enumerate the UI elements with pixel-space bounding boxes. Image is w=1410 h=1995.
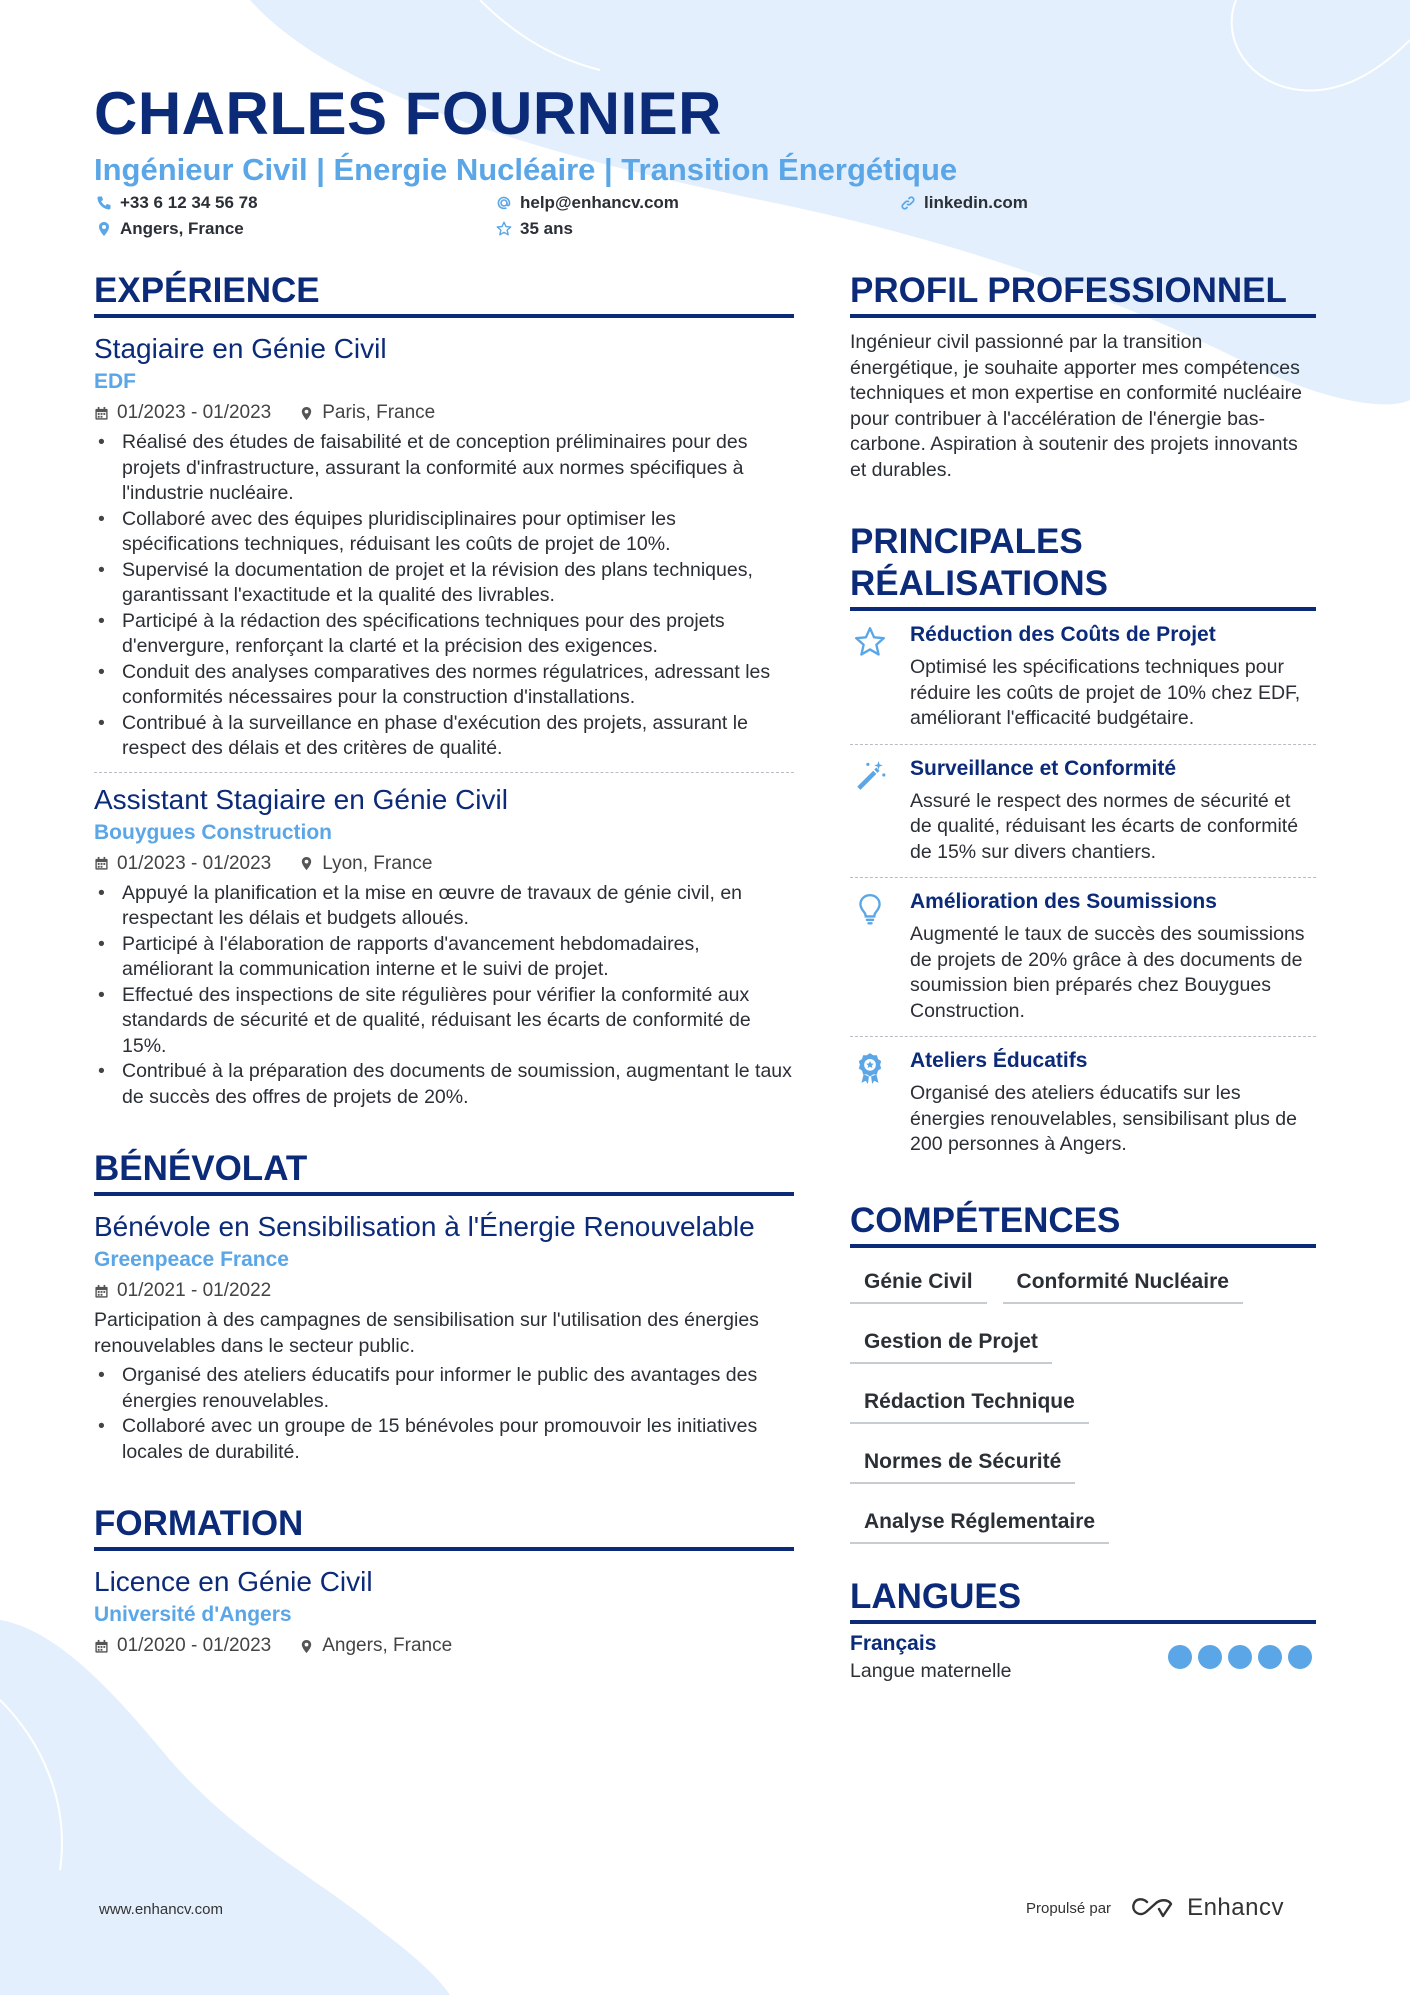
experience-entry [94,783,794,1111]
bullet-item: • Appuyé la planification et la mise en œuvre de travaux de génie civil, en respectant les délais et budgets alloués. [94,881,794,932]
job-bullets [94,430,794,762]
proficiency-dot [1258,1645,1282,1669]
job-meta [94,853,794,875]
contact-phone [96,193,258,213]
volunteer-organization: Greenpeace France [94,1248,289,1271]
linkedin-text[interactable]: linkedin.com [924,193,1028,212]
volunteer-section [94,1148,794,1465]
brand-name: Enhancv [1187,1894,1284,1921]
bullet-item: • Supervisé la documentation de projet et la révision des plans techniques, garantissant l'exactitude et la qualité des livrables. [94,558,794,609]
job-company: Bouygues Construction [94,820,333,844]
bullet-item: • Collaboré avec un groupe de 15 bénévoles pour promouvoir les initiatives locales de durabilité. [94,1414,794,1465]
job-location: Lyon, France [322,852,433,874]
achievement-title: Ateliers Éducatifs [910,1049,1088,1072]
bullet-item: • Participé à l'élaboration de rapports d'avancement hebdomadaires, améliorant la communication interne et le suivi de projet. [94,932,794,983]
language-proficiency-dots [1168,1645,1312,1669]
job-meta [94,402,794,424]
achievement-item [850,611,1316,744]
volunteer-meta [94,1280,794,1302]
contact-email[interactable] [496,193,679,213]
skills-list [850,1262,1316,1552]
location-pin-icon [96,221,112,237]
profile-heading: PROFIL PROFESSIONNEL [850,270,1316,318]
job-location: Paris, France [322,402,436,423]
candidate-name: CHARLES FOURNIER [94,80,723,147]
job-bullets [94,881,794,1111]
profile-section [850,270,1316,483]
achievement-text: Optimisé les spécifications techniques pour réduire les coûts de projet de 10% chez EDF, améliorant l'efficacité budgétaire. [910,656,1301,729]
bullet-item: • Conduit des analyses comparatives des normes régulatrices, adressant les conformités nécessaires pour la construction d'installations. [94,660,794,711]
bullet-item: • Effectué des inspections de site régulières pour vérifier la conformité aux standards de sécurité et de qualité, réduisant les écarts de conformité de 15%. [94,983,794,1060]
achievements-section [850,521,1316,1170]
job-dates: 01/2023 - 01/2023 [117,402,272,423]
location-pin-icon [299,856,314,871]
experience-heading: EXPÉRIENCE [94,270,794,318]
contact-linkedin[interactable] [900,193,1028,213]
achievement-item [850,745,1316,878]
achievement-title: Amélioration des Soumissions [910,890,1217,913]
candidate-title: Ingénieur Civil | Énergie Nucléaire | Transition Énergétique [94,152,958,187]
experience-entry [94,332,794,762]
achievement-text: Assuré le respect des normes de sécurité et de qualité, réduisant les écarts de conformité de 15% sur divers chantiers. [910,789,1299,863]
magic-wand-icon [853,759,887,793]
skill-tag: Normes de Sécurité [850,1442,1075,1484]
achievement-text: Augmenté le taux de succès des soumissions de projets de 20% grâce à des documents de soumission bien préparés chez Bouygues Construction. [910,923,1305,1022]
language-item [850,1632,1316,1683]
proficiency-dot [1288,1645,1312,1669]
bullet-item: • Réalisé des études de faisabilité et de conception préliminaires pour des projets d'infrastructure, assurant la conformité aux normes spécifiques à l'industrie nucléaire. [94,430,794,507]
achievement-title: Surveillance et Conformité [910,756,1177,780]
proficiency-dot [1168,1645,1192,1669]
job-dates: 01/2023 - 01/2023 [117,852,272,874]
lightbulb-icon [853,892,887,926]
achievements-heading-line1: PRINCIPALES [850,522,1083,561]
profile-summary: Ingénieur civil passionné par la transition énergétique, je souhaite apporter mes compétences techniques et mon expertise en conformité nucléaire pour contribuer à l'accélération de l'énergie bas-carbone. Aspiration à soutenir des projets innovants et durables. [850,331,1303,481]
skill-tag: Gestion de Projet [850,1322,1052,1364]
calendar-icon [94,856,109,871]
footer-website[interactable]: www.enhancv.com [99,1901,223,1918]
star-outline-icon [496,221,512,237]
left-column [94,270,794,1663]
calendar-icon [94,1639,109,1654]
proficiency-dot [1228,1645,1252,1669]
powered-by-label: Propulsé par [1026,1899,1112,1917]
languages-section [850,1576,1316,1683]
achievement-title: Réduction des Coûts de Projet [910,623,1216,646]
education-dates: 01/2020 - 01/2023 [117,1635,272,1656]
enhancv-logo[interactable] [1131,1894,1284,1922]
language-level: Langue maternelle [850,1659,1012,1682]
bullet-item: • Organisé des ateliers éducatifs pour informer le public des avantages des énergies renouvelables. [94,1363,794,1414]
skill-tag: Conformité Nucléaire [1003,1262,1243,1304]
achievement-item [850,1037,1316,1170]
language-name: Français [850,1631,937,1655]
education-location: Angers, France [322,1635,453,1656]
volunteer-description: Participation à des campagnes de sensibilisation sur l'utilisation des énergies renouvelables dans le secteur public. [94,1309,759,1357]
job-role: Assistant Stagiaire en Génie Civil [94,783,508,815]
skill-tag: Génie Civil [850,1262,987,1304]
bullet-item: • Contribué à la préparation des documents de soumission, augmentant le taux de succès des offres de projets de 20%. [94,1059,794,1110]
location-pin-icon [299,406,314,421]
location-pin-icon [299,1639,314,1654]
enhancv-logo-icon [1131,1897,1177,1919]
award-ribbon-icon [853,1051,887,1085]
volunteer-role: Bénévole en Sensibilisation à l'Énergie Renouvelable [94,1211,755,1242]
contact-location [96,219,244,239]
volunteer-bullets [94,1363,794,1465]
job-company: EDF [94,370,136,393]
achievements-heading-line2: RÉALISATIONS [850,564,1108,603]
achievements-heading [850,521,1316,611]
volunteer-heading: BÉNÉVOLAT [94,1148,794,1196]
phone-text: +33 6 12 34 56 78 [120,193,258,212]
contact-age [496,219,573,239]
achievement-item [850,878,1316,1036]
bullet-item: • Collaboré avec des équipes pluridisciplinaires pour optimiser les spécifications techniques, réduisant les coûts de projet de 10%. [94,507,794,558]
education-heading: FORMATION [94,1503,794,1551]
calendar-icon [94,406,109,421]
languages-heading: LANGUES [850,1576,1316,1624]
at-icon [496,195,512,211]
entry-divider [94,772,794,773]
skill-tag: Analyse Réglementaire [850,1502,1109,1544]
skills-heading: COMPÉTENCES [850,1200,1316,1248]
volunteer-dates: 01/2021 - 01/2022 [117,1280,272,1301]
location-text: Angers, France [120,219,244,238]
degree-title: Licence en Génie Civil [94,1566,373,1597]
age-text: 35 ans [520,219,573,238]
proficiency-dot [1198,1645,1222,1669]
job-role: Stagiaire en Génie Civil [94,333,387,364]
experience-section [94,270,794,1110]
school-name: Université d'Angers [94,1603,292,1626]
achievement-text: Organisé des ateliers éducatifs sur les énergies renouvelables, sensibilisant plus de 200 personnes à Angers. [910,1082,1297,1155]
right-column [850,270,1316,1683]
skill-tag: Rédaction Technique [850,1382,1089,1424]
bullet-item: • Contribué à la surveillance en phase d'exécution des projets, assurant le respect des délais et des critères de qualité. [94,711,794,762]
phone-icon [96,195,112,211]
footer-branding [1026,1894,1284,1922]
bullet-item: • Participé à la rédaction des spécifications techniques pour des projets d'envergure, renforçant la clarté et la précision des exigences. [94,609,794,660]
email-text[interactable]: help@enhancv.com [520,193,679,212]
calendar-icon [94,1284,109,1299]
star-icon [853,625,887,659]
skills-section [850,1200,1316,1552]
education-section [94,1503,794,1657]
link-icon [900,195,916,211]
education-meta [94,1635,794,1657]
